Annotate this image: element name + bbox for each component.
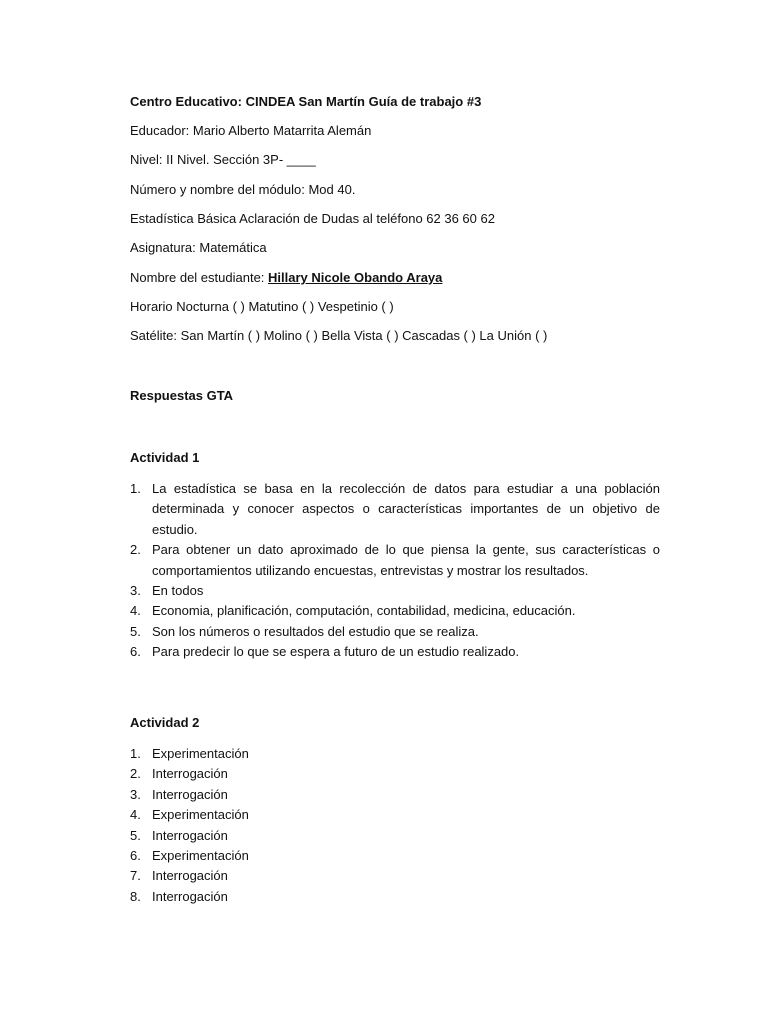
satellite-line: Satélite: San Martín ( ) Molino ( ) Bella Vista ( ) Cascadas ( ) La Unión ( ) (130, 328, 548, 343)
list-item (130, 805, 660, 825)
item-text: En todos (152, 583, 204, 599)
item-number: 7. (130, 868, 141, 884)
list-item (130, 479, 660, 540)
activity1-title: Actividad 1 (130, 450, 200, 465)
list-item (130, 846, 660, 866)
list-item (130, 601, 660, 621)
list-item (130, 826, 660, 846)
item-text: Para obtener un dato aproximado de lo que piensa la gente, sus características o comportamientos utilizando encuestas, entrevistas y mostrar los resultados. (152, 542, 660, 578)
item-number: 8. (130, 888, 141, 904)
item-text: Experimentación (152, 746, 249, 761)
item-number: 1. (130, 481, 141, 496)
item-text: Interrogación (152, 827, 228, 843)
item-text: La estadística se basa en la recolección de datos para estudiar a una población determinada y conocer aspectos o características importantes de un objetivo de estudio. (152, 481, 660, 537)
item-number: 1. (130, 746, 141, 761)
activity1-list (130, 479, 660, 663)
statistics-line: Estadística Básica Aclaración de Dudas al teléfono 62 36 60 62 (130, 211, 495, 226)
activity2-list (130, 744, 660, 907)
item-text: Son los números o resultados del estudio que se realiza. (152, 623, 479, 639)
item-text: Interrogación (152, 888, 228, 904)
item-number: 3. (130, 583, 141, 599)
item-text: Economia, planificación, computación, contabilidad, medicina, educación. (152, 603, 576, 619)
student-line (130, 269, 442, 287)
list-item (130, 581, 660, 601)
responses-title: Respuestas GTA (130, 388, 234, 403)
item-text: Interrogación (152, 786, 228, 802)
item-text: Para predecir lo que se espera a futuro de un estudio realizado. (152, 644, 520, 660)
item-text: Experimentación (152, 848, 249, 864)
item-text: Interrogación (152, 766, 228, 782)
student-name: Hillary Nicole Obando Araya (268, 270, 443, 285)
student-label: Nombre del estudiante: (130, 270, 269, 285)
item-number: 6. (130, 644, 141, 660)
list-item (130, 744, 660, 764)
list-item (130, 622, 660, 642)
activity2-title: Actividad 2 (130, 715, 200, 730)
list-item (130, 764, 660, 784)
educator-line: Educador: Mario Alberto Matarrita Alemán (130, 123, 372, 138)
list-item (130, 887, 660, 907)
item-text: Interrogación (152, 868, 228, 884)
subject-line: Asignatura: Matemática (130, 240, 267, 255)
item-number: 4. (130, 603, 141, 619)
module-line: Número y nombre del módulo: Mod 40. (130, 182, 356, 197)
list-item (130, 540, 660, 581)
item-number: 4. (130, 807, 141, 823)
level-line: Nivel: II Nivel. Sección 3P- ____ (130, 152, 316, 167)
list-item (130, 785, 660, 805)
item-number: 5. (130, 623, 141, 639)
item-number: 2. (130, 766, 141, 782)
item-number: 2. (130, 542, 141, 558)
list-item (130, 866, 660, 886)
list-item (130, 642, 660, 662)
center-label: Centro Educativo: CINDEA San Martín Guía de trabajo #3 (130, 94, 482, 109)
schedule-line: Horario Nocturna ( ) Matutino ( ) Vespetinio ( ) (130, 299, 394, 314)
item-text: Experimentación (152, 807, 249, 823)
item-number: 6. (130, 848, 141, 864)
item-number: 5. (130, 827, 141, 843)
item-number: 3. (130, 786, 141, 802)
